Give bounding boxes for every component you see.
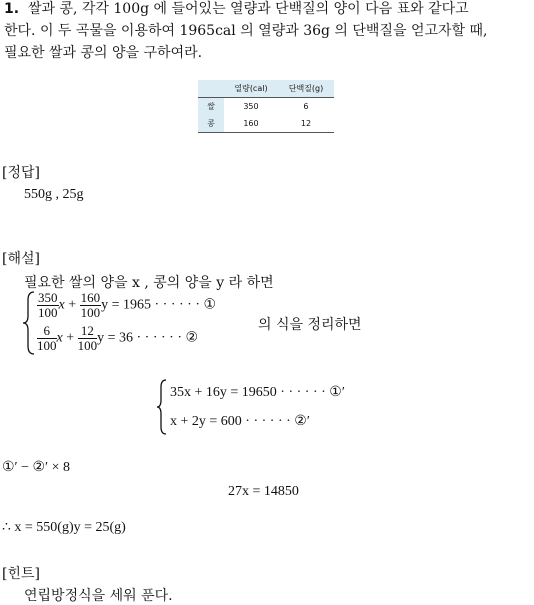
table-row-header: 콩 (198, 115, 224, 133)
table-header-row (198, 80, 334, 98)
problem-line-2: 한다. 이 두 곡물을 이용하여 1965cal 의 열량과 36g 의 단백질을 얻고자할 때, (4, 23, 488, 39)
table-row (198, 98, 334, 116)
table-header-cell: 열량(cal) (224, 80, 278, 98)
fraction-12-100: $\frac{12}{100}$ (77, 323, 98, 353)
equation-1: $\frac{350}{100}$ x + $\frac{160}{100}$ y = 1965 · · · · · · ① (38, 290, 217, 320)
table-header-cell: 단백질(g) (278, 80, 334, 98)
table-header-cell (198, 80, 224, 98)
fraction-160-100: $\frac{160}{100}$ (80, 290, 101, 320)
system1-brace (22, 290, 36, 356)
answer-value: 550g , 25g (24, 187, 84, 202)
table-cell: 160 (224, 115, 278, 133)
system2-brace (156, 378, 168, 436)
hint-label: [힌트] (2, 566, 40, 582)
system2-line-1: 35x + 16y = 19650 · · · · · · ①′ (170, 385, 345, 400)
explanation-intro: 필요한 쌀의 양을 x , 콩의 양을 y 라 하면 (24, 275, 274, 291)
problem-line-1 (4, 0, 469, 20)
table-cell: 350 (243, 102, 259, 111)
table-cell: 6 (303, 102, 309, 111)
conclusion: ∴ x = 550(g)y = 25(g) (2, 520, 126, 535)
table-row-header: 쌀 (198, 98, 224, 116)
fraction-350-100: $\frac{350}{100}$ (38, 290, 58, 320)
system2-line-2: x + 2y = 600 · · · · · · ②′ (170, 414, 310, 429)
table-row (198, 115, 334, 133)
problem-text-1: 쌀과 콩, 각각 100g 에 들어있는 열량과 단백질의 양이 다음 표와 같다고 (27, 1, 469, 17)
equation-2: $\frac{6}{100}$ x + $\frac{12}{100}$ y = 36 · · · · · · ② (37, 323, 199, 353)
data-table (198, 80, 334, 133)
problem-line-3: 필요한 쌀과 콩의 양을 구하여라. (4, 45, 203, 61)
arrange-text: 의 식을 정리하면 (258, 317, 362, 333)
hint-text: 연립방정식을 세워 푼다. (24, 588, 173, 604)
elimination-step: ①′ − ②′ × 8 (2, 460, 71, 475)
problem-number: 1. (4, 1, 20, 17)
explanation-label: [해설] (2, 251, 40, 267)
table-cell: 12 (278, 115, 334, 133)
answer-label: [정답] (2, 165, 40, 181)
step-result: 27x = 14850 (228, 484, 299, 499)
fraction-6-100: $\frac{6}{100}$ (37, 323, 57, 353)
